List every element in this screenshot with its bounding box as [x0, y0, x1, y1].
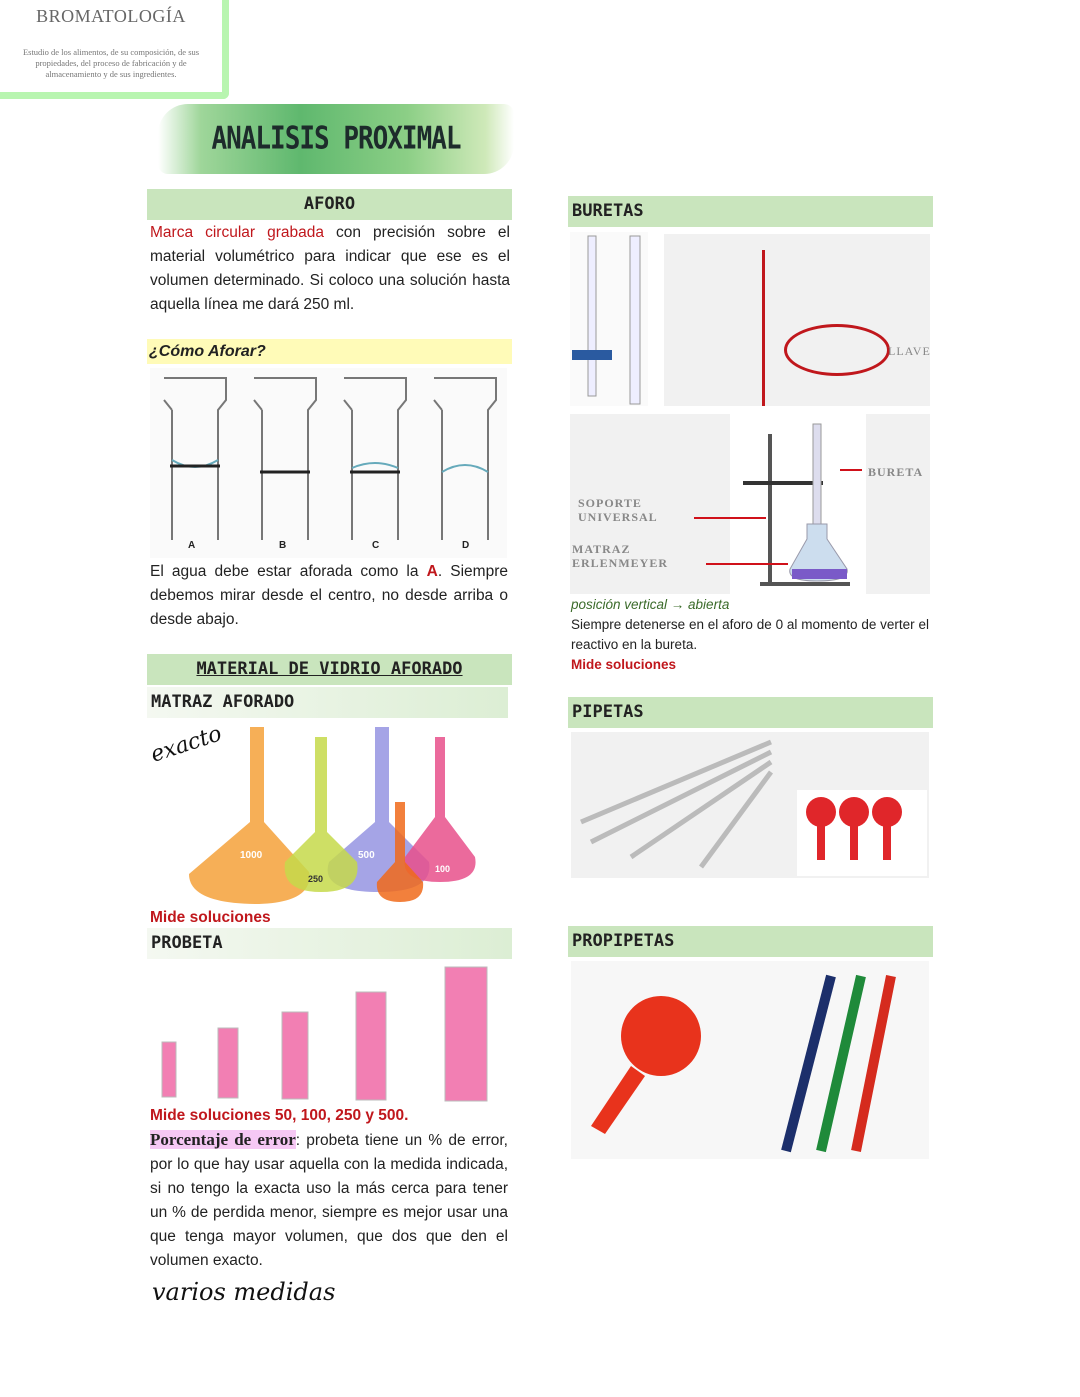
aforo-highlight: Marca circular grabada	[150, 224, 324, 241]
matraz-mide: Mide soluciones	[150, 909, 271, 926]
label-d: D	[462, 540, 470, 551]
buretas-text: Siempre detenerse en el aforo de 0 al momento de verter el reactivo en la bureta.	[571, 617, 929, 652]
matraz-label: MATRAZ ERLENMEYER	[572, 542, 669, 570]
handwritten-note: exacto	[147, 721, 225, 768]
soporte-label: SOPORTE UNIVERSAL	[578, 496, 658, 524]
probeta-heading: PROBETA	[147, 928, 512, 959]
burette-images-row	[568, 232, 933, 406]
stopcock-circle	[784, 324, 890, 376]
flask-label: 250	[308, 874, 324, 884]
flask-label: 100	[435, 864, 451, 874]
label-c: C	[372, 540, 380, 551]
left-column	[147, 189, 512, 1307]
aforo-text	[150, 221, 510, 317]
header-title: BROMATOLOGÍA	[36, 6, 186, 26]
handwritten-note-2: varios medidas	[152, 1278, 336, 1306]
text: El agua debe estar aforada como la	[150, 563, 427, 580]
red-line	[762, 250, 765, 406]
letter-a: A	[426, 563, 438, 580]
buretas-heading: BURETAS	[568, 196, 933, 227]
volumetric-flasks-image	[147, 721, 510, 906]
cylinders-illustration	[150, 962, 508, 1104]
error-label: Porcentaje de error	[150, 1130, 296, 1149]
propipettes-image	[571, 961, 929, 1159]
flask-label: 500	[358, 850, 375, 861]
page-title: ANALISIS PROXIMAL	[211, 121, 461, 157]
meniscus-illustration	[150, 368, 507, 558]
aforo-heading: AFORO	[147, 189, 512, 220]
error-text	[150, 1128, 508, 1273]
posicion-text: posición vertical → abierta	[571, 597, 730, 612]
aforo-body: con precisión sobre el material volumétrico para indicar que ese es el volumen determinado. Si coloco una solución hasta aquella línea me dará 250 ml.	[150, 224, 510, 313]
burette-stopcock-image	[664, 234, 930, 406]
graduated-cylinders-image	[150, 962, 508, 1104]
burette-illustration	[570, 232, 648, 406]
llave-label: LLAVE	[888, 344, 931, 358]
propipetas-heading: PROPIPETAS	[568, 926, 933, 957]
probeta-mide: Mide soluciones 50, 100, 250 y 500.	[150, 1107, 409, 1124]
header-subtitle: Estudio de los alimentos, de su composición, de sus propiedades, del proceso de fabricación y de almacenamiento y de sus ingredientes.	[22, 47, 200, 79]
flask-label: 1000	[240, 850, 263, 861]
titration-setup-image	[570, 414, 930, 594]
pipetas-heading: PIPETAS	[568, 697, 933, 728]
pipettes-illustration	[571, 732, 929, 878]
pipettes-image	[571, 732, 929, 878]
propipettes-illustration	[571, 961, 929, 1159]
right-column	[568, 196, 933, 1159]
bureta-label: BURETA	[868, 465, 924, 479]
burette-photo	[570, 232, 648, 406]
aforo-meniscus-image	[150, 368, 507, 558]
text: . Siempre debemos mirar desde el centro, no desde arriba o desde abajo.	[150, 563, 508, 628]
material-heading: MATERIAL DE VIDRIO AFORADO	[147, 654, 512, 685]
error-body: : probeta tiene un % de error, por lo que hay usar aquella con la medida indicada, si no tengo la exacta uso la más cerca para tener un % de perdida menor, siempre es mejor usar una que tenga mayor volumen, que dos que den el volumen exacto.	[150, 1132, 508, 1269]
header-box	[0, 0, 229, 99]
como-aforar: ¿Cómo Aforar?	[147, 339, 512, 364]
label-a: A	[188, 540, 196, 551]
buretas-mide: Mide soluciones	[571, 657, 677, 672]
title-banner	[158, 104, 514, 174]
matraz-heading: MATRAZ AFORADO	[147, 687, 508, 718]
aforo-explanation	[150, 560, 508, 632]
label-b: B	[279, 540, 287, 551]
